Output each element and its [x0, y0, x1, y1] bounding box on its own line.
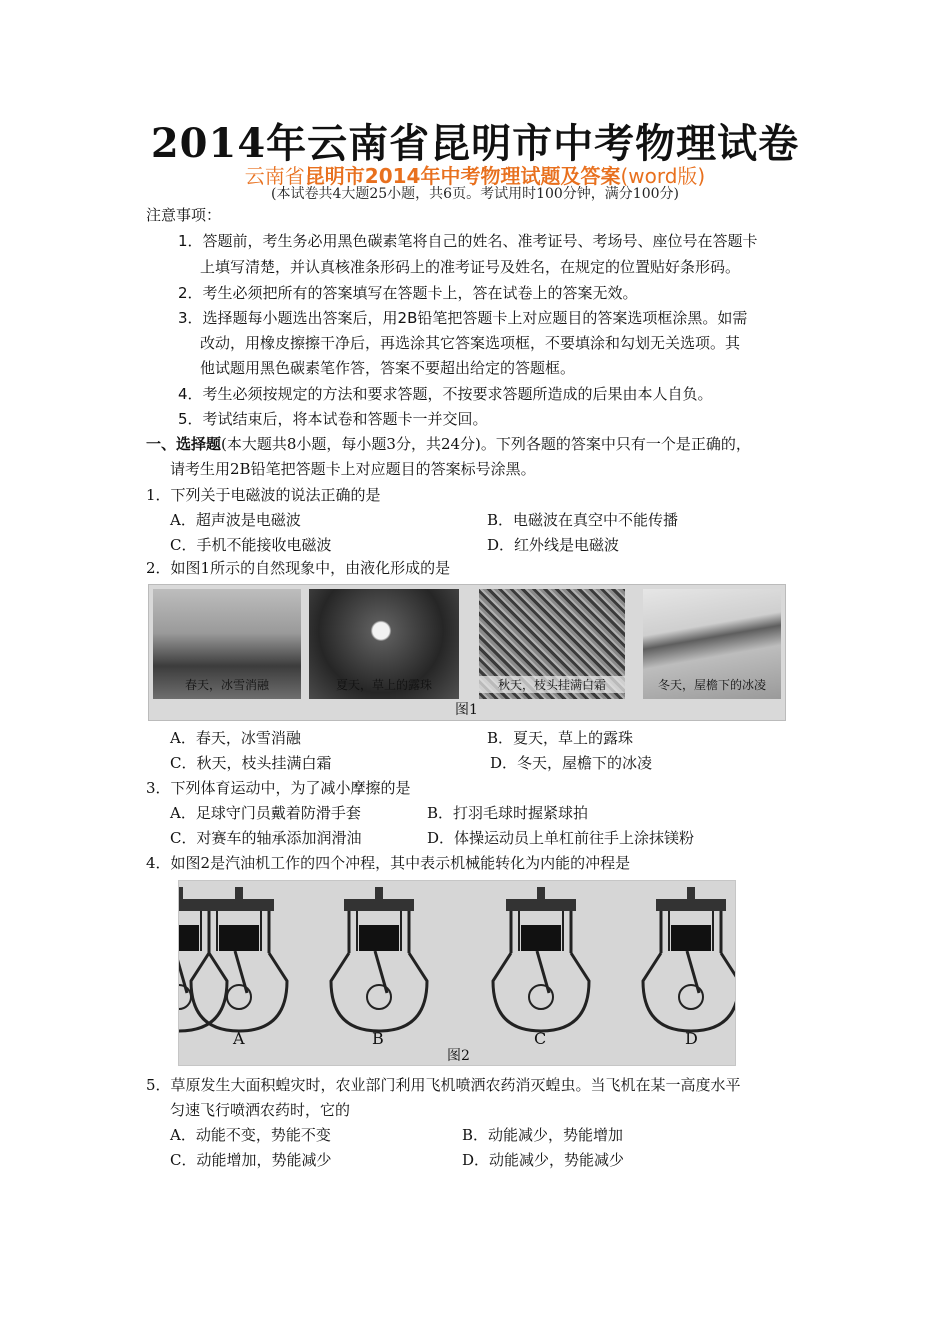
q1-option-d: D．红外线是电磁波 [487, 536, 620, 554]
engine-b [331, 887, 427, 1031]
q3-option-a: A．足球守门员戴着防滑手套 [170, 804, 361, 822]
q5-stem: 5．草原发生大面积蝗灾时，农业部门利用飞机喷洒农药消灭蝗虫。当飞机在某一高度水平 [146, 1076, 741, 1094]
q3-option-b: B．打羽毛球时握紧球拍 [427, 804, 589, 822]
notice-heading: 注意事项： [146, 206, 222, 224]
q1-option-a: A．超声波是电磁波 [170, 511, 301, 529]
q2-stem: 2．如图1所示的自然现象中，由液化形成的是 [146, 559, 451, 577]
figure-1 [148, 584, 786, 721]
q1-stem: 1．下列关于电磁波的说法正确的是 [146, 486, 381, 504]
section-prefix: 一、 [146, 435, 177, 453]
caption-spring: 春天，冰雪消融 [184, 678, 269, 692]
caption-winter: 冬天，屋檐下的冰凌 [657, 678, 766, 692]
photo-spring [153, 589, 301, 699]
q5-stem-2: 匀速飞行喷洒农药时，它的 [170, 1101, 351, 1119]
notice-line-8: 5．考试结束后，将本试卷和答题卡一并交回。 [178, 410, 488, 428]
caption-summer: 夏天，草上的露珠 [335, 678, 432, 692]
q3-option-d: D．体操运动员上单杠前往手上涂抹镁粉 [427, 829, 695, 847]
q2-option-b: B．夏天，草上的露珠 [487, 729, 634, 747]
figure-1-label: 图1 [455, 702, 478, 718]
section-1-desc-2: 请考生用2B铅笔把答题卡上对应题目的答案标号涂黑。 [170, 460, 536, 478]
subtitle-plain: 云南省 [244, 164, 305, 188]
q2-option-d: D．冬天，屋檐下的冰凌 [490, 754, 653, 772]
q5-option-d: D．动能减少，势能减少 [462, 1151, 625, 1169]
q5-option-c: C．动能增加，势能减少 [170, 1151, 332, 1169]
notice-line-4: 3．选择题每小题选出答案后，用2B铅笔把答题卡上对应题目的答案选项框涂黑。如需 [178, 309, 748, 327]
section-desc: (本大题共8小题，每小题3分，共24分)。下列各题的答案中只有一个是正确的， [221, 435, 751, 453]
q3-stem: 3．下列体育运动中，为了减小摩擦的是 [146, 779, 411, 797]
q5-option-b: B．动能减少，势能增加 [462, 1126, 624, 1144]
q2-option-c: C．秋天，枝头挂满白霜 [170, 754, 332, 772]
engine-label-d: D [685, 1029, 698, 1048]
engine-label-b: B [372, 1029, 384, 1048]
notice-line-6: 他试题用黑色碳素笔作答，答案不要超出给定的答题框。 [200, 359, 576, 377]
q3-option-c: C．对赛车的轴承添加润滑油 [170, 829, 362, 847]
page-title: 2014年云南省昆明市中考物理试卷 [150, 120, 800, 167]
notice-line-7: 4．考生必须按规定的方法和要求答题，不按要求答题所造成的后果由本人自负。 [178, 385, 713, 403]
notice-line-1: 1．答题前，考生务必用黑色碳素笔将自己的姓名、准考证号、考场号、座位号在答题卡 [178, 232, 758, 250]
engine-label-a: A [233, 1029, 245, 1048]
engine-a [191, 887, 287, 1031]
figure-2 [178, 880, 736, 1066]
q4-stem: 4．如图2是汽油机工作的四个冲程，其中表示机械能转化为内能的冲程是 [146, 854, 631, 872]
engine-d [643, 887, 735, 1031]
photo-summer [309, 589, 459, 699]
q5-option-a: A．动能不变，势能不变 [170, 1126, 331, 1144]
engine-diagrams [179, 881, 735, 1065]
engine-c [493, 887, 589, 1031]
section-1-heading [146, 433, 751, 455]
q2-option-a: A．春天，冰雪消融 [170, 729, 301, 747]
subtitle-bold: 昆明市2014年中考物理试题及答案 [304, 164, 621, 188]
notice-line-2: 上填写清楚，并认真核准条形码上的准考证号及姓名，在规定的位置贴好条形码。 [200, 258, 741, 276]
exam-meta: (本试卷共4大题25小题，共6页。考试用时100分钟，满分100分) [271, 186, 679, 202]
notice-line-5: 改动，用橡皮擦擦干净后，再选涂其它答案选项框，不要填涂和勾划无关选项。其 [200, 334, 741, 352]
figure-2-label: 图2 [447, 1048, 470, 1064]
notice-line-3: 2．考生必须把所有的答案填写在答题卡上，答在试卷上的答案无效。 [178, 284, 638, 302]
q1-option-b: B．电磁波在真空中不能传播 [487, 511, 679, 529]
photo-winter [643, 589, 781, 699]
caption-autumn: 秋天，枝头挂满白霜 [479, 676, 625, 693]
q1-option-c: C．手机不能接收电磁波 [170, 536, 332, 554]
engine-label-c: C [534, 1029, 547, 1048]
photo-autumn [479, 589, 625, 699]
section-name: 选择题 [176, 435, 222, 453]
subtitle-tail: (word版) [620, 164, 706, 188]
